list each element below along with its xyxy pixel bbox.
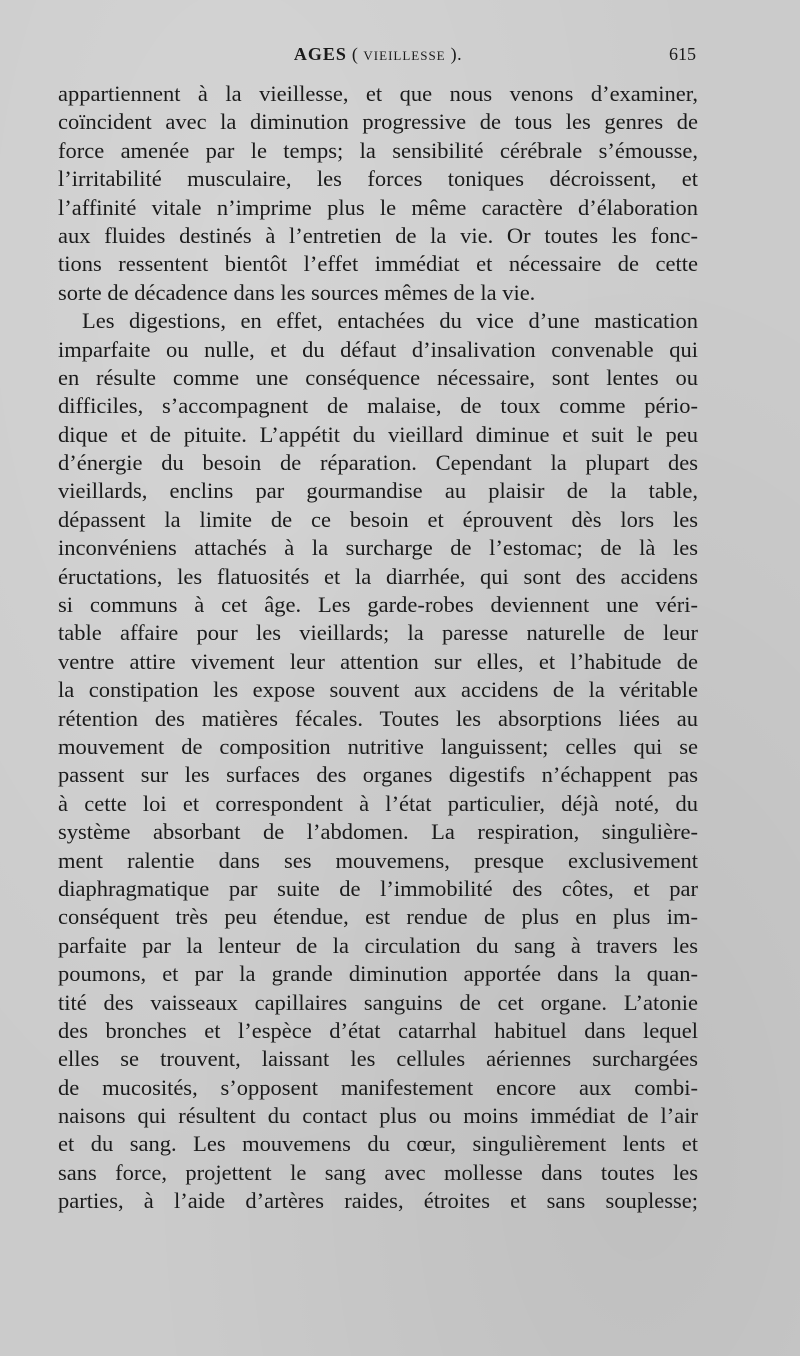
text-line: l’irritabilité musculaire, les forces toniques décroissent, et: [58, 166, 698, 192]
text-line: éructations, les flatuosités et la diarrhée, qui sont des accidens: [58, 563, 698, 589]
text-line: diaphragmatique par suite de l’immobilité des côtes, et par: [58, 875, 698, 901]
paragraph-start-line: Les digestions, en effet, entachées du vice d’une mastication: [82, 308, 698, 334]
text-line: de mucosités, s’opposent manifestement encore aux combi-: [58, 1074, 698, 1100]
text-line: imparfaite ou nulle, et du défaut d’insalivation convenable qui: [58, 336, 698, 362]
text-line: appartiennent à la vieillesse, et que nous venons d’examiner,: [58, 81, 698, 106]
text-line: force amenée par le temps; la sensibilité cérébrale s’émousse,: [58, 137, 698, 163]
page-number: 615: [669, 44, 696, 64]
text-line: table affaire pour les vieillards; la paresse naturelle de leur: [58, 620, 698, 646]
running-head: [60, 44, 696, 65]
text-line: à cette loi et correspondent à l’état particulier, déjà noté, du: [58, 790, 698, 816]
running-head-subtitle: VIEILLESSE: [363, 48, 446, 63]
text-line: et du sang. Les mouvemens du cœur, singulièrement lents et: [58, 1131, 698, 1157]
text-line: ment ralentie dans ses mouvemens, presque exclusivement: [58, 847, 698, 873]
text-line: des bronches et l’espèce d’état catarrhal habituel dans lequel: [58, 1017, 698, 1043]
text-line: passent sur les surfaces des organes digestifs n’échappent pas: [58, 762, 698, 788]
text-line: système absorbant de l’abdomen. La respiration, singulière-: [58, 819, 698, 845]
running-head-close-paren: ).: [445, 44, 463, 64]
text-line: rétention des matières fécales. Toutes les absorptions liées au: [58, 705, 698, 731]
text-line: inconvéniens attachés à la surcharge de l’estomac; de là les: [58, 535, 698, 561]
body-text: [58, 80, 698, 1216]
text-line: sorte de décadence dans les sources mêmes de la vie.: [58, 279, 536, 305]
text-line: coïncident avec la diminution progressive de tous les genres de: [58, 109, 698, 135]
text-line: vieillards, enclins par gourmandise au plaisir de la table,: [58, 478, 698, 504]
running-head-title: AGES: [293, 44, 347, 64]
text-line: mouvement de composition nutritive languissent; celles qui se: [58, 733, 698, 759]
text-line: en résulte comme une conséquence nécessaire, sont lentes ou: [58, 364, 698, 390]
text-line: parfaite par la lenteur de la circulation du sang à travers les: [58, 932, 698, 958]
text-line: difficiles, s’accompagnent de malaise, de toux comme pério-: [58, 393, 698, 419]
text-line: conséquent très peu étendue, est rendue de plus en plus im-: [58, 904, 698, 930]
text-line: naisons qui résultent du contact plus ou moins immédiat de l’air: [58, 1103, 698, 1129]
text-line: tions ressentent bientôt l’effet immédiat et nécessaire de cette: [58, 251, 698, 277]
text-line: si communs à cet âge. Les garde-robes deviennent une véri-: [58, 592, 698, 618]
text-line: l’affinité vitale n’imprime plus le même caractère d’élaboration: [58, 194, 698, 220]
text-line: sans force, projettent le sang avec mollesse dans toutes les: [58, 1159, 698, 1185]
text-line: dépassent la limite de ce besoin et éprouvent dès lors les: [58, 506, 698, 532]
text-line: dique et de pituite. L’appétit du vieillard diminue et suit le peu: [58, 421, 698, 447]
running-head-open-paren: (: [346, 44, 364, 64]
text-line: ventre attire vivement leur attention sur elles, et l’habitude de: [58, 648, 698, 674]
text-line: tité des vaisseaux capillaires sanguins de cet organe. L’atonie: [58, 989, 698, 1015]
text-line: elles se trouvent, laissant les cellules aériennes surchargées: [58, 1046, 698, 1072]
text-line: parties, à l’aide d’artères raides, étroites et sans souplesse;: [58, 1188, 698, 1214]
text-line: la constipation les expose souvent aux accidens de la véritable: [58, 677, 698, 703]
page-header: [60, 44, 696, 74]
text-line: poumons, et par la grande diminution apportée dans la quan-: [58, 961, 698, 987]
text-line: aux fluides destinés à l’entretien de la vie. Or toutes les fonc-: [58, 222, 698, 248]
text-line: d’énergie du besoin de réparation. Cependant la plupart des: [58, 450, 698, 476]
